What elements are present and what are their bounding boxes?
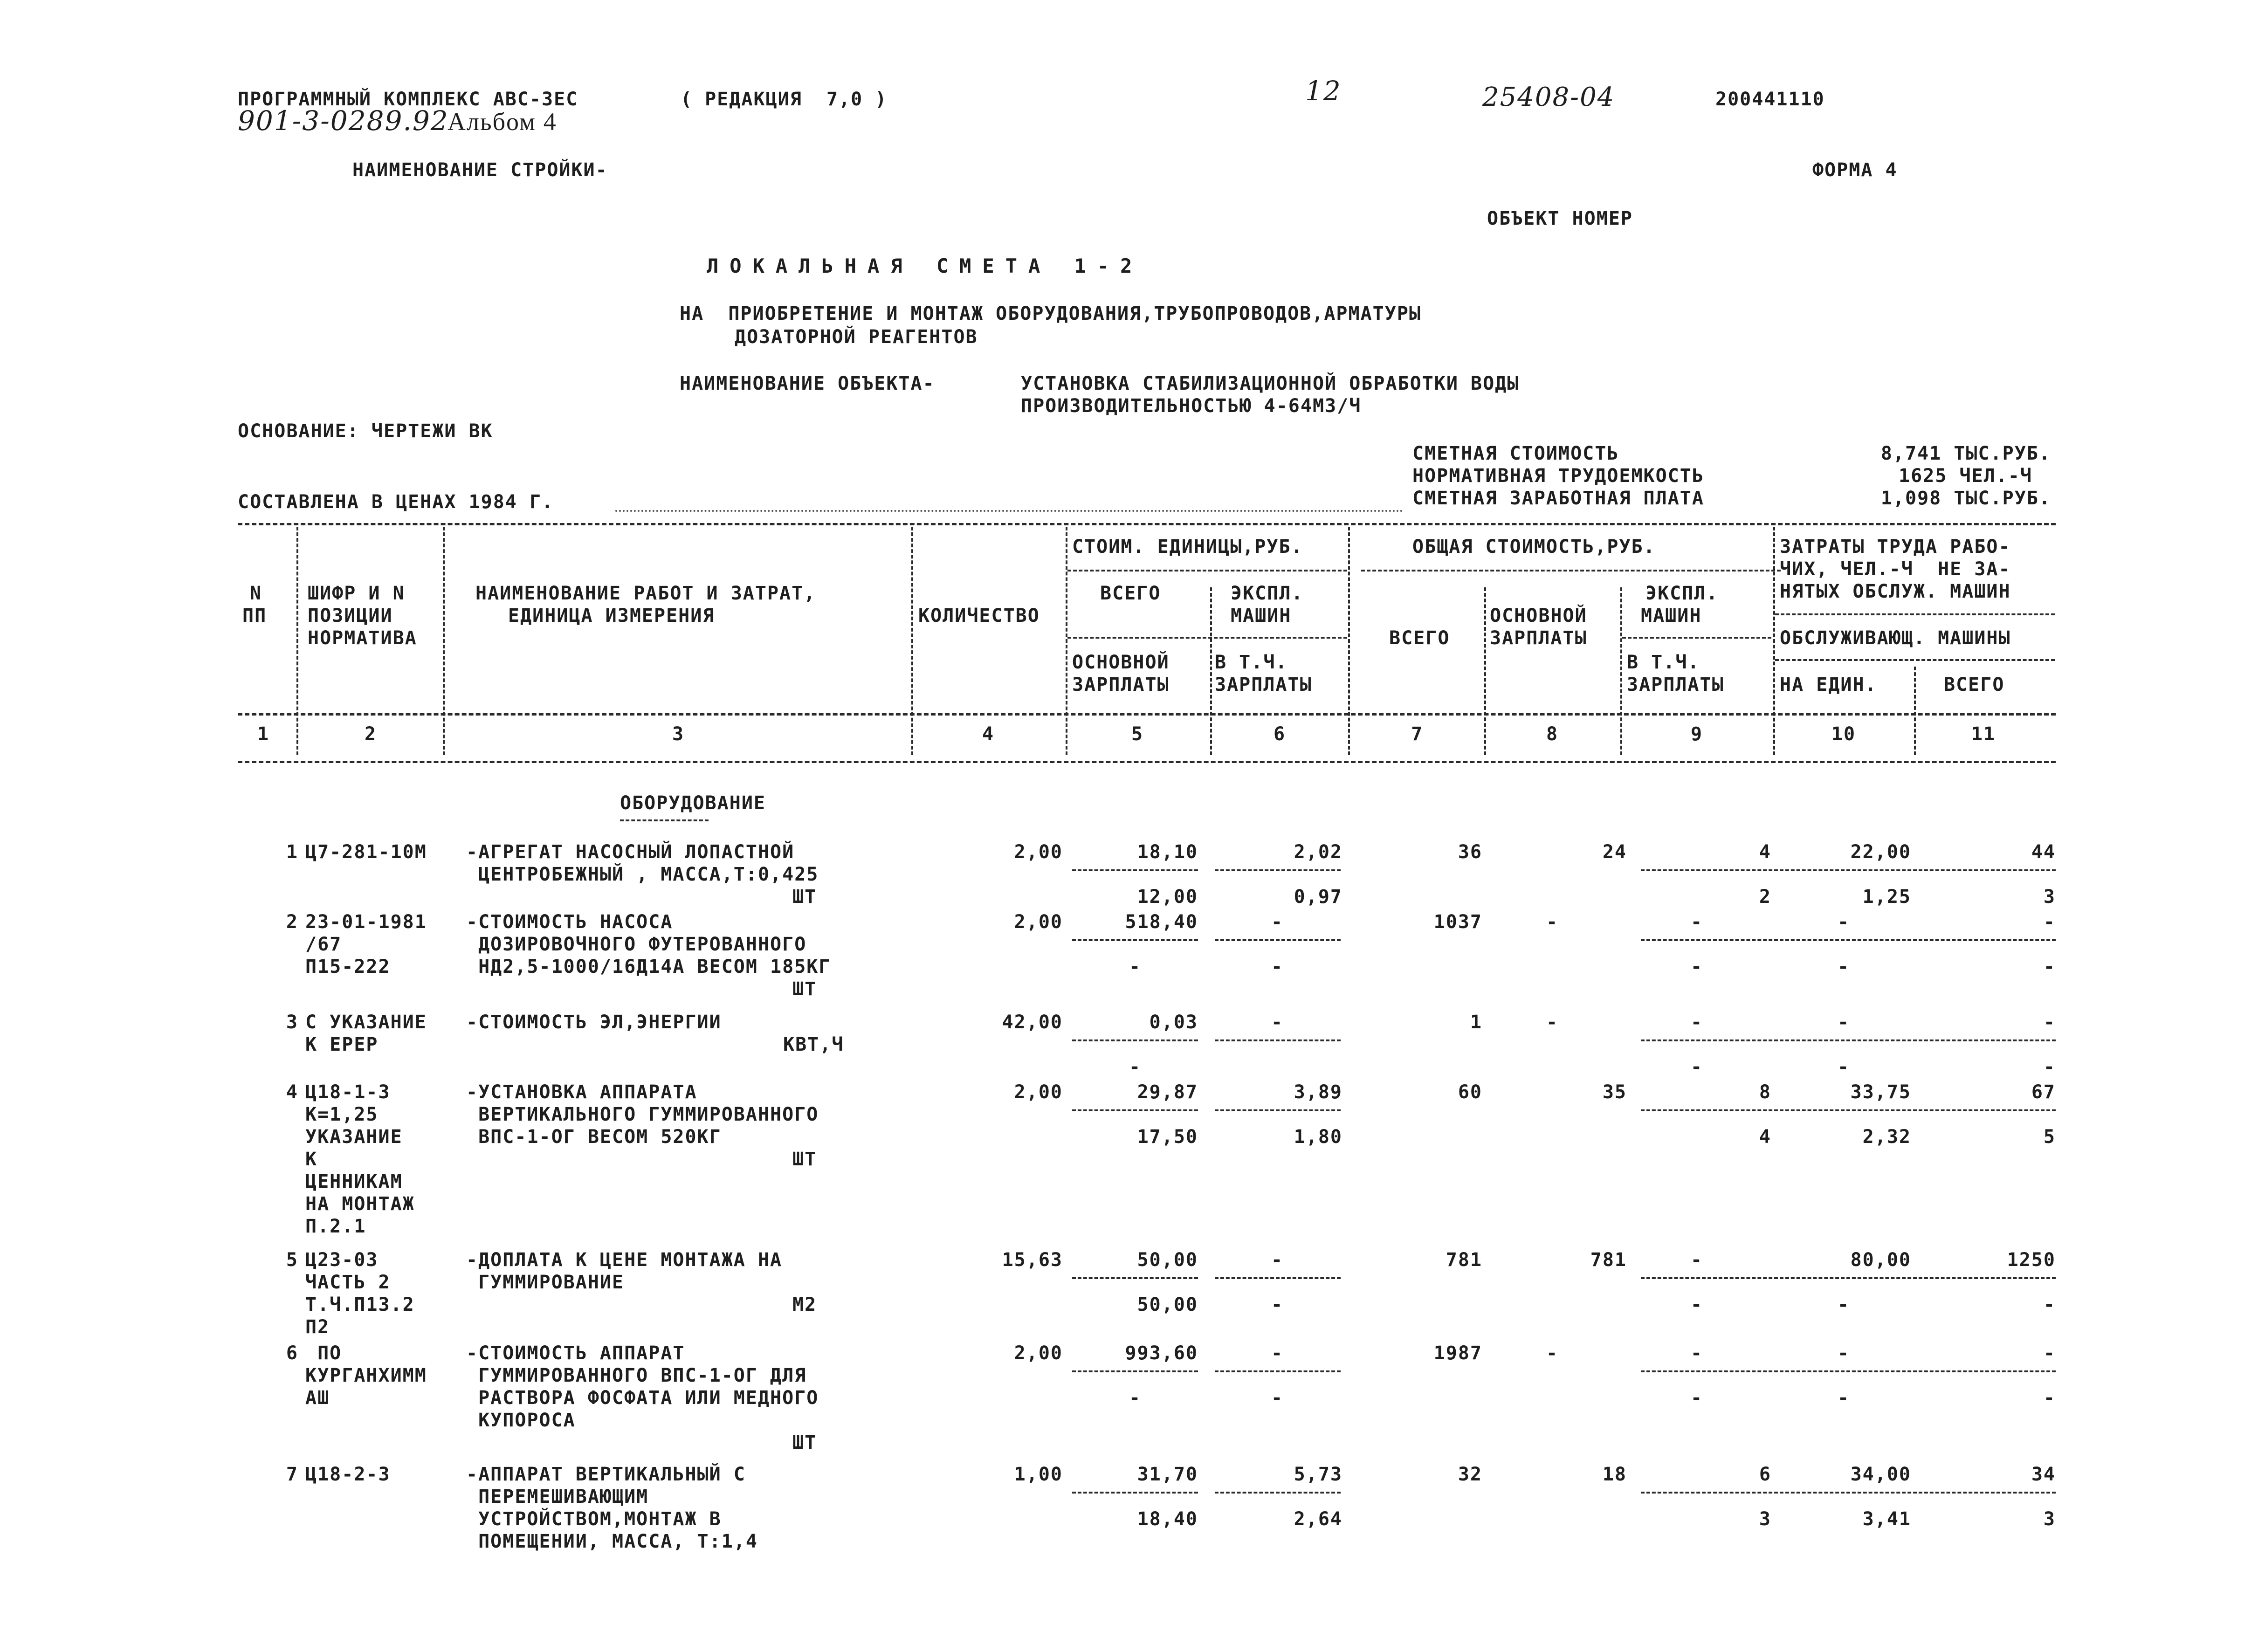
total-machines: - [1690,1249,1703,1271]
row-name: -СТОИМОСТЬ ЭЛ,ЭНЕРГИИ [466,1012,722,1033]
cell-divider [1072,1109,1198,1111]
summary-label: СМЕТНАЯ ЗАРАБОТНАЯ ПЛАТА [1412,488,1704,509]
col2-header: ПОЗИЦИИ [308,605,393,626]
labor-unit: - [1837,1012,1850,1033]
row-code: УКАЗАНИЕ [305,1126,403,1148]
labor-serv-unit: - [1837,1056,1850,1078]
unit-total: 29,87 [1137,1081,1198,1103]
unit-machines: - [1271,1012,1284,1033]
total-wage: 24 [1602,841,1627,863]
summary-value: 1625 ЧЕЛ.-Ч [1899,465,2032,487]
row-name: ВЕРТИКАЛЬНОГО ГУММИРОВАННОГО [466,1104,819,1125]
total-incl-wage-header: ЗАРПЛАТЫ [1627,674,1724,695]
total-wage-header: ЗАРПЛАТЫ [1490,627,1587,649]
row-code: П.2.1 [305,1216,366,1237]
labor-unit: - [1837,1342,1850,1364]
labor-total: 44 [2031,841,2056,863]
row-code: ПО [305,1342,342,1364]
unit-wage-header: ЗАРПЛАТЫ [1072,674,1170,695]
section-title: ОБОРУДОВАНИЕ [620,792,766,814]
labor-total: 67 [2031,1081,2056,1103]
total-cost: 36 [1458,841,1482,863]
column-number: 6 [1273,723,1286,745]
document-code: 25408-04 [1482,82,1615,112]
total-machines: 6 [1759,1464,1771,1485]
labor-total: - [2043,1342,2056,1364]
estimate-subject-line-1: НА ПРИОБРЕТЕНИЕ И МОНТАЖ ОБОРУДОВАНИЯ,ТРУБОПРОВОДОВ,АРМАТУРЫ [680,303,1422,324]
unit-machine-wage: - [1271,1294,1284,1315]
row-code: 23-01-1981 [305,911,427,933]
header-rule [238,713,2056,716]
labor-serv-total: - [2043,956,2056,977]
estimate-subject-line-2: ДОЗАТОРНОЙ РЕАГЕНТОВ [735,326,978,348]
column-divider [1484,587,1486,755]
row-code: /67 [305,934,342,955]
cell-divider [1641,1039,2056,1041]
cell-divider [1641,869,2056,871]
summary-label: НОРМАТИВНАЯ ТРУДОЕМКОСТЬ [1412,465,1704,487]
labor-total: - [2043,911,2056,933]
form-label: ФОРМА 4 [1812,159,1898,181]
cell-divider [1215,1109,1341,1111]
table-row [0,1249,2258,1342]
column-number: 2 [364,723,377,745]
unit-total: 0,03 [1149,1012,1198,1033]
labor-serv-total: - [2043,1294,2056,1315]
unit-cost-header: СТОИМ. ЕДИНИЦЫ,РУБ. [1072,536,1303,558]
row-number: 4 [286,1081,298,1103]
header-subrule [1067,637,1347,639]
unit-incl-wage-header: В Т.Ч. [1215,652,1288,673]
table-row [0,841,2258,916]
row-name: -АППАРАТ ВЕРТИКАЛЬНЫЙ С [466,1464,746,1485]
total-machines-header: МАШИН [1641,605,1702,626]
cell-divider [1215,939,1341,941]
column-number: 11 [1971,723,1996,745]
unit-incl-wage-header: ЗАРПЛАТЫ [1215,674,1312,695]
labor-header: НЯТЫХ ОБСЛУЖ. МАШИН [1780,581,2011,602]
total-machine-wage: 2 [1759,886,1771,908]
row-unit: ШТ [792,1432,817,1453]
row-code: ЦЕННИКАМ [305,1171,403,1192]
unit-total: 518,40 [1125,911,1198,933]
unit-machine-wage: 1,80 [1294,1126,1342,1148]
unit-machines: - [1271,1342,1284,1364]
unit-wage: - [1129,956,1142,977]
row-name: -УСТАНОВКА АППАРАТА [466,1081,697,1103]
cell-divider [1072,1370,1198,1372]
cell-divider [1641,1277,2056,1279]
unit-machine-wage: - [1271,1387,1284,1409]
cell-divider [1072,1277,1198,1279]
row-name: ГУММИРОВАННОГО ВПС-1-ОГ ДЛЯ [466,1365,807,1386]
total-machines: - [1690,911,1703,933]
unit-wage: 18,40 [1137,1508,1198,1530]
labor-unit: - [1837,911,1850,933]
row-unit: ШТ [792,886,817,908]
column-number: 5 [1131,723,1144,745]
price-basis-text: СОСТАВЛЕНА В ЦЕНАХ 1984 Г. [238,491,554,513]
header-subrule [1775,659,2055,661]
cell-divider [1215,1039,1341,1041]
table-row [0,911,2258,1005]
column-divider [911,527,913,755]
unit-total-header: ВСЕГО [1100,583,1161,604]
row-code: С УКАЗАНИЕ [305,1012,427,1033]
unit-wage: 17,50 [1137,1126,1198,1148]
total-machine-wage: 3 [1759,1508,1771,1530]
col4-header: КОЛИЧЕСТВО [918,605,1040,626]
column-number: 3 [672,723,685,745]
unit-machines: 2,02 [1294,841,1342,863]
row-code: Ц23-03 [305,1249,379,1271]
unit-total: 50,00 [1137,1249,1198,1271]
column-divider [296,527,298,755]
document-number: 200441110 [1715,89,1825,110]
row-quantity: 2,00 [1014,1342,1063,1364]
cell-divider [1215,869,1341,871]
row-code: Ц18-1-3 [305,1081,391,1103]
row-code: К=1,25 [305,1104,379,1125]
row-code: КУРГАНХИММ [305,1365,427,1386]
labor-serv-total: 3 [2043,886,2056,908]
total-machine-wage: - [1690,1294,1703,1315]
row-name: НД2,5-1000/16Д14А ВЕСОМ 185КГ [466,956,831,977]
row-code: К ЕРЕР [305,1034,379,1055]
row-name: ВПС-1-ОГ ВЕСОМ 520КГ [466,1126,722,1148]
row-code: Ц7-281-10М [305,841,427,863]
col1-header: N [250,583,262,604]
row-quantity: 42,00 [1002,1012,1063,1033]
total-machines: 4 [1759,841,1771,863]
column-number: 1 [257,723,270,745]
unit-wage-header: ОСНОВНОЙ [1072,652,1170,673]
header-subrule [1622,637,1771,639]
col2-header: НОРМАТИВА [308,627,417,649]
table-row [0,1342,2258,1454]
total-wage: 18 [1602,1464,1627,1485]
column-divider [1348,527,1350,755]
unit-machine-wage: 0,97 [1294,886,1342,908]
row-code: П15-222 [305,956,391,977]
total-machines-header: ЭКСПЛ. [1645,583,1719,604]
object-name-label: НАИМЕНОВАНИЕ ОБЪЕКТА- [680,373,935,394]
total-wage-header: ОСНОВНОЙ [1490,605,1587,626]
column-divider [1773,527,1775,755]
header-subrule [1361,570,1781,571]
labor-serv-total: 3 [2043,1508,2056,1530]
unit-wage: 12,00 [1137,886,1198,908]
row-unit: ШТ [792,978,817,1000]
unit-machines: 5,73 [1294,1464,1342,1485]
labor-serv-unit: - [1837,1387,1850,1409]
row-quantity: 2,00 [1014,1081,1063,1103]
row-unit: ШТ [792,1149,817,1170]
row-code: К [305,1149,318,1170]
summary-label: СМЕТНАЯ СТОИМОСТЬ [1412,443,1619,464]
total-wage: 35 [1602,1081,1627,1103]
row-code: НА МОНТАЖ [305,1193,415,1215]
total-wage: - [1546,1342,1559,1364]
row-quantity: 2,00 [1014,841,1063,863]
row-quantity: 15,63 [1002,1249,1063,1271]
row-number: 1 [286,841,298,863]
total-wage: - [1546,1012,1559,1033]
labor-total: - [2043,1012,2056,1033]
row-quantity: 1,00 [1014,1464,1063,1485]
row-code: АШ [305,1387,330,1409]
total-machine-wage: 4 [1759,1126,1771,1148]
program-name: ПРОГРАММНЫЙ КОМПЛЕКС АВС-3ЕС [238,89,578,110]
header-subrule [1067,570,1347,571]
total-all-header: ВСЕГО [1389,627,1450,649]
row-name: -АГРЕГАТ НАСОСНЫЙ ЛОПАСТНОЙ [466,841,795,863]
total-incl-wage-header: В Т.Ч. [1627,652,1700,673]
labor-serv-total: 5 [2043,1126,2056,1148]
total-cost: 781 [1446,1249,1482,1271]
total-wage: 781 [1590,1249,1627,1271]
total-cost: 60 [1458,1081,1482,1103]
total-cost: 1 [1470,1012,1482,1033]
row-number: 5 [286,1249,298,1271]
cell-divider [1215,1492,1341,1494]
cell-divider [1072,1492,1198,1494]
labor-serv-unit: 1,25 [1862,886,1911,908]
labor-unit: 33,75 [1850,1081,1911,1103]
cell-divider [1641,1370,2056,1372]
object-name-line-1: УСТАНОВКА СТАБИЛИЗАЦИОННОЙ ОБРАБОТКИ ВОДЫ [1021,373,1520,394]
album-label: Альбом 4 [447,108,557,136]
row-name: ГУММИРОВАНИЕ [466,1272,625,1293]
unit-machine-wage: - [1271,956,1284,977]
row-name: ДОЗИРОВОЧНОГО ФУТЕРОВАННОГО [466,934,807,955]
row-number: 6 [286,1342,298,1364]
total-wage: - [1546,911,1559,933]
row-code: Ц18-2-3 [305,1464,391,1485]
cell-divider [1215,1277,1341,1279]
column-divider [443,527,445,755]
labor-unit: 22,00 [1850,841,1911,863]
estimate-title: ЛОКАЛЬНАЯ СМЕТА 1-2 [707,255,1143,277]
unit-machines: - [1271,1249,1284,1271]
construction-name-label: НАИМЕНОВАНИЕ СТРОЙКИ- [352,159,608,181]
cell-divider [1641,1109,2056,1111]
total-machines: - [1690,1012,1703,1033]
basis-text: ОСНОВАНИЕ: ЧЕРТЕЖИ ВК [238,420,493,442]
cell-divider [1641,939,2056,941]
labor-total: 1250 [2007,1249,2056,1271]
unit-wage: - [1129,1056,1142,1078]
column-number: 4 [982,723,995,745]
cell-divider [1072,939,1198,941]
total-cost-header: ОБЩАЯ СТОИМОСТЬ,РУБ. [1412,536,1656,558]
col2-header: ШИФР И N [308,583,405,604]
row-number: 7 [286,1464,298,1485]
labor-total: 34 [2031,1464,2056,1485]
labor-unit: 80,00 [1850,1249,1911,1271]
object-name-line-2: ПРОИЗВОДИТЕЛЬНОСТЬЮ 4-64М3/Ч [1021,395,1362,417]
cell-divider [1215,1370,1341,1372]
unit-machines: 3,89 [1294,1081,1342,1103]
col3-header: ЕДИНИЦА ИЗМЕРЕНИЯ [508,605,715,626]
unit-total: 993,60 [1125,1342,1198,1364]
object-number-label: ОБЪЕКТ НОМЕР [1487,208,1633,229]
total-cost: 1037 [1433,911,1482,933]
total-cost: 1987 [1433,1342,1482,1364]
summary-value: 1,098 ТЫС.РУБ. [1880,488,2051,509]
unit-machines: - [1271,911,1284,933]
row-code: Т.Ч.П13.2 [305,1294,415,1315]
row-quantity: 2,00 [1014,911,1063,933]
total-machine-wage: - [1690,956,1703,977]
row-code: П2 [305,1316,330,1338]
column-number: 8 [1546,723,1559,745]
total-machines: 8 [1759,1081,1771,1103]
labor-serv-total: - [2043,1387,2056,1409]
unit-machine-wage: 2,64 [1294,1508,1342,1530]
unit-machines-header: МАШИН [1231,605,1292,626]
row-name: ПОМЕЩЕНИИ, МАССА, Т:1,4 [466,1531,758,1552]
header-subrule [1775,613,2055,615]
unit-wage: - [1129,1387,1142,1409]
unit-total: 31,70 [1137,1464,1198,1485]
col1-header: ПП [242,605,267,626]
row-name: РАСТВОРА ФОСФАТА ИЛИ МЕДНОГО [466,1387,819,1409]
labor-serv-unit: - [1837,1294,1850,1315]
cell-divider [1641,1492,2056,1494]
labor-serv-header: ОБСЛУЖИВАЮЩ. МАШИНЫ [1780,627,2011,649]
cell-divider [1072,869,1198,871]
unit-wage: 50,00 [1137,1294,1198,1315]
cell-divider [1072,1039,1198,1041]
labor-serv-unit: 2,32 [1862,1126,1911,1148]
unit-total: 18,10 [1137,841,1198,863]
unit-machines-header: ЭКСПЛ. [1231,583,1304,604]
col3-header: НАИМЕНОВАНИЕ РАБОТ И ЗАТРАТ, [475,583,816,604]
row-name: -СТОИМОСТЬ НАСОСА [466,911,673,933]
labor-header: ЗАТРАТЫ ТРУДА РАБО- [1780,536,2011,558]
row-number: 2 [286,911,298,933]
row-number: 3 [286,1012,298,1033]
row-name: ПЕРЕМЕШИВАЮЩИМ [466,1486,649,1507]
column-number: 7 [1411,723,1424,745]
labor-total-header: ВСЕГО [1944,674,2005,695]
column-divider [1066,527,1067,755]
row-code: ЧАСТЬ 2 [305,1272,391,1293]
project-code: 901-3-0289.92 [238,105,449,137]
labor-unit-header: НА ЕДИН. [1780,674,1877,695]
labor-serv-unit: - [1837,956,1850,977]
row-name: -ДОПЛАТА К ЦЕНЕ МОНТАЖА НА [466,1249,783,1271]
table-row [0,1464,2258,1566]
row-unit: КВТ,Ч [783,1034,844,1055]
section-underline [620,819,709,821]
labor-serv-unit: 3,41 [1862,1508,1911,1530]
total-machines: - [1690,1342,1703,1364]
leader-dots [615,510,1403,512]
header-rule [238,761,2056,763]
row-unit: М2 [792,1294,817,1315]
row-name: ЦЕНТРОБЕЖНЫЙ , МАССА,Т:0,425 [466,864,819,885]
table-row [0,1012,2258,1081]
row-name: УСТРОЙСТВОМ,МОНТАЖ В [466,1508,722,1530]
column-number: 10 [1831,723,1856,745]
table-row [0,1081,2258,1245]
labor-unit: 34,00 [1850,1464,1911,1485]
program-edition: ( РЕДАКЦИЯ 7,0 ) [681,89,888,110]
total-machine-wage: - [1690,1056,1703,1078]
header-rule [238,523,2056,525]
labor-serv-total: - [2043,1056,2056,1078]
row-name: -СТОИМОСТЬ АППАРАТ [466,1342,685,1364]
column-number: 9 [1690,723,1703,745]
row-name: КУПОРОСА [466,1410,576,1431]
total-cost: 32 [1458,1464,1482,1485]
page-number: 12 [1305,75,1342,107]
summary-value: 8,741 ТЫС.РУБ. [1880,443,2051,464]
labor-header: ЧИХ, ЧЕЛ.-Ч НЕ ЗА- [1780,558,2011,580]
total-machine-wage: - [1690,1387,1703,1409]
